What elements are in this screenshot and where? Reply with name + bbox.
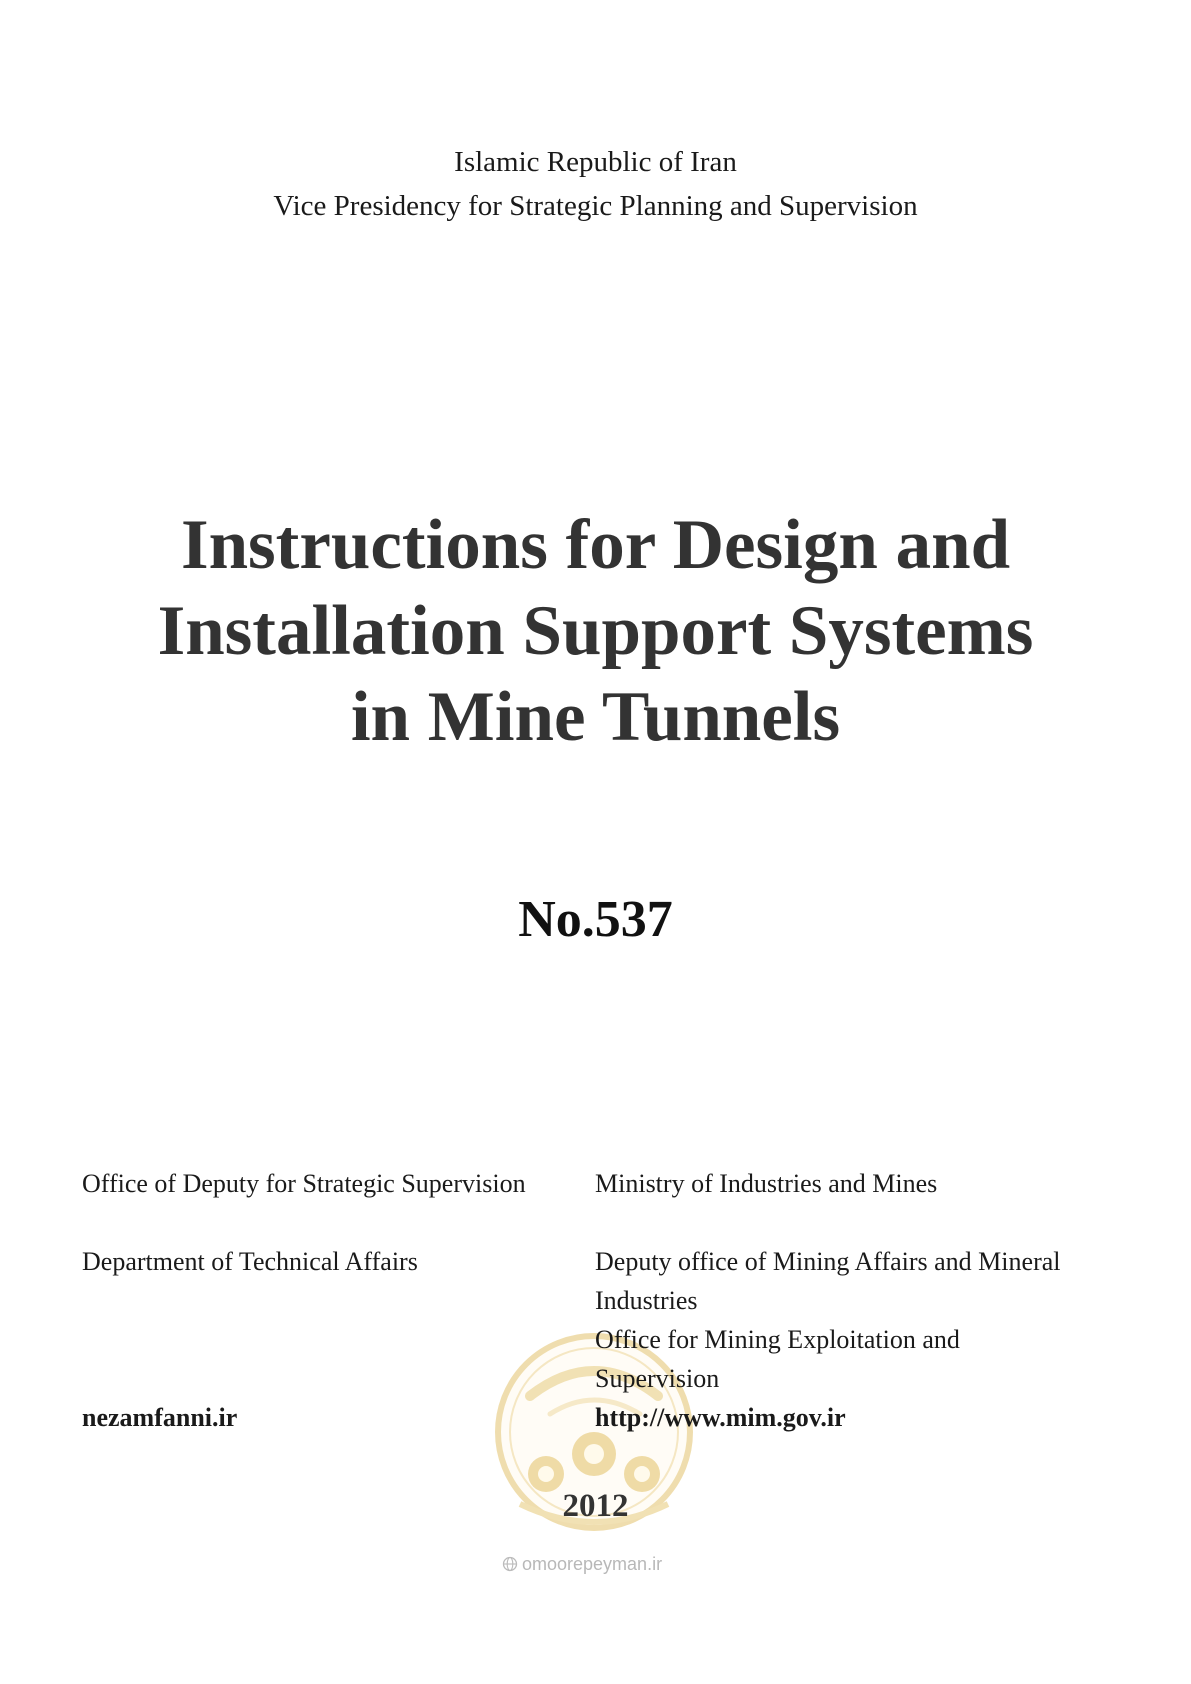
title-line-1: Instructions for Design and xyxy=(180,506,1011,584)
left-office: Office of Deputy for Strategic Supervision xyxy=(82,1169,526,1198)
right-deputy-line-1: Deputy office of Mining Affairs and Mineral xyxy=(595,1247,1061,1276)
watermark-url xyxy=(502,1552,702,1576)
right-office-line-2: Supervision xyxy=(595,1364,720,1393)
globe-icon xyxy=(502,1556,518,1572)
document-header xyxy=(0,140,1191,228)
publication-year: 2012 xyxy=(562,1488,629,1524)
left-department: Department of Technical Affairs xyxy=(82,1247,418,1276)
title-line-3: in Mine Tunnels xyxy=(350,678,841,756)
watermark-text: omoorepeyman.ir xyxy=(522,1554,663,1574)
left-website: nezamfanni.ir xyxy=(82,1403,238,1432)
organization-name: Vice Presidency for Strategic Planning and Supervision xyxy=(273,190,918,222)
right-deputy-line-2: Industries xyxy=(595,1286,698,1315)
right-ministry: Ministry of Industries and Mines xyxy=(595,1169,938,1198)
document-title xyxy=(0,502,1191,760)
document-number: No.537 xyxy=(518,891,673,948)
right-office-line-1: Office for Mining Exploitation and xyxy=(595,1325,960,1354)
right-website-link[interactable]: http://www.mim.gov.ir xyxy=(595,1403,846,1432)
right-deputy-office xyxy=(595,1242,1135,1398)
country-name: Islamic Republic of Iran xyxy=(454,146,737,178)
title-line-2: Installation Support Systems xyxy=(157,592,1034,670)
